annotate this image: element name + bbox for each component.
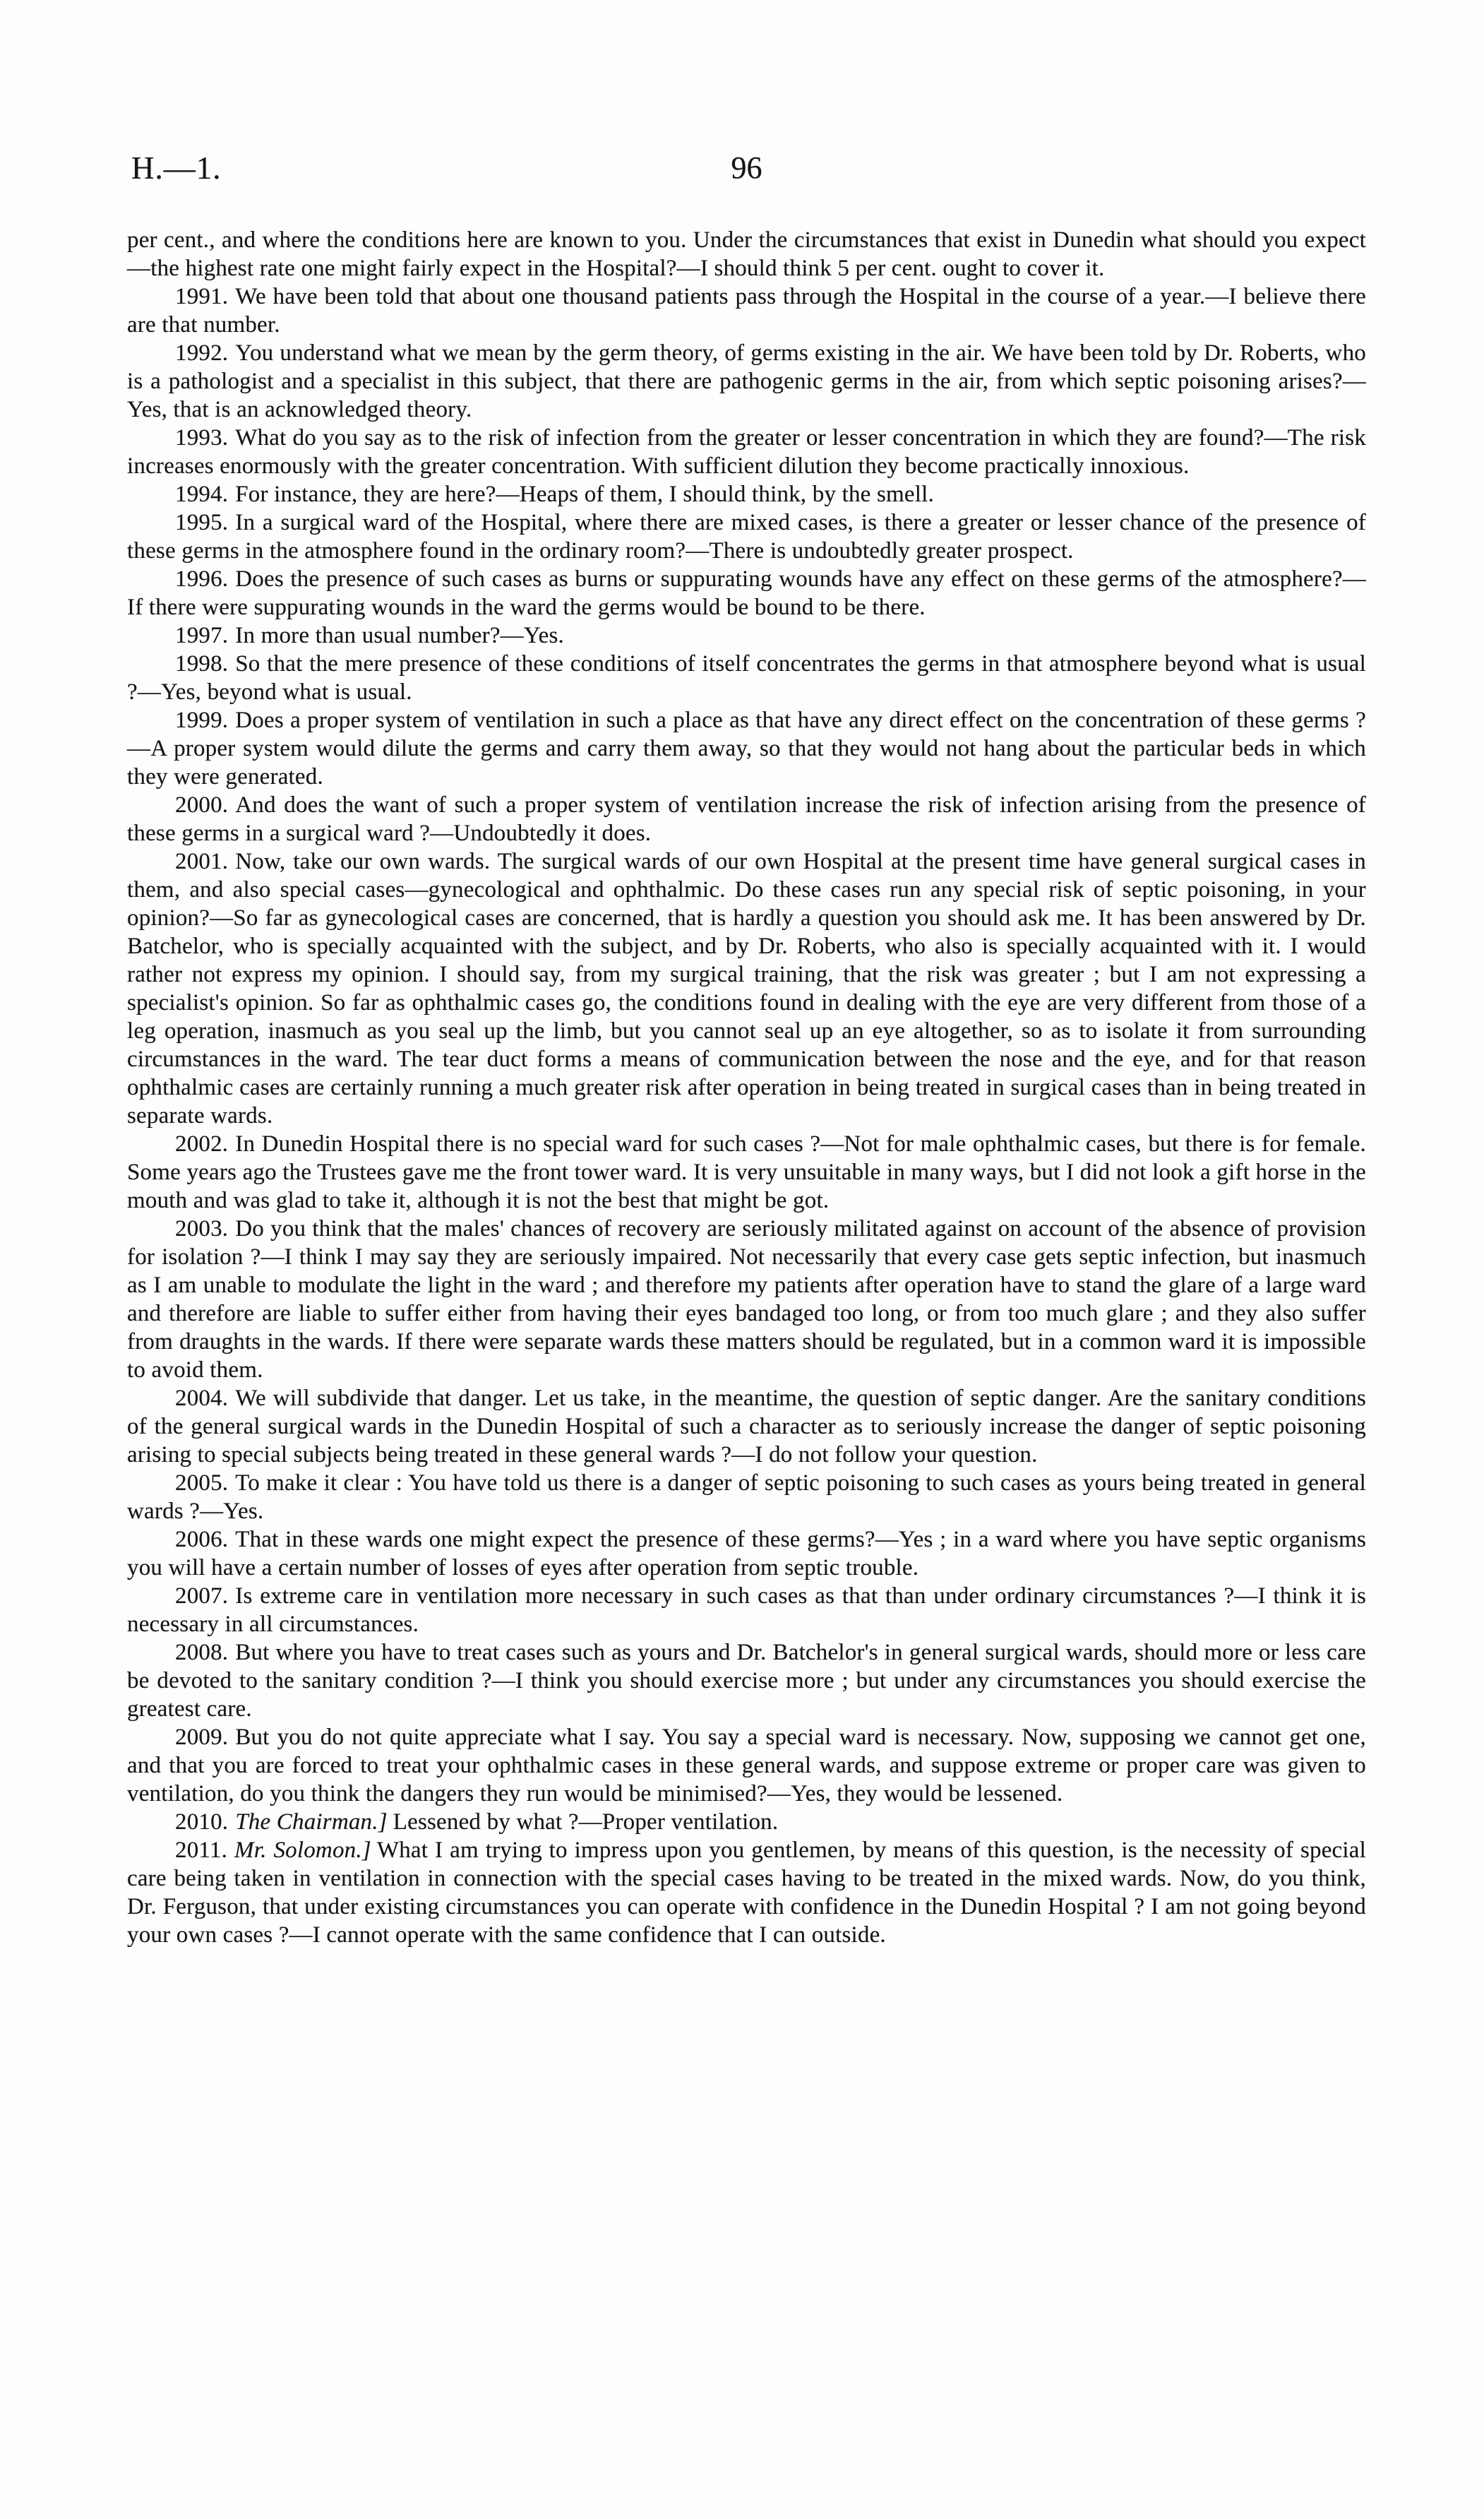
paragraph-text: You understand what we mean by the germ theory, of germs existing in the air. We have been told by Dr. Roberts, who is a pathologist and a specialist in this subject, that there are pathogenic germs in the air, from which septic poisoning arises?—Yes, that is an acknowledged theory. bbox=[127, 340, 1366, 422]
paragraph bbox=[127, 1130, 1366, 1215]
paragraph bbox=[127, 565, 1366, 621]
page-header bbox=[127, 150, 1366, 189]
paragraph bbox=[127, 1525, 1366, 1582]
paragraph-text: We will subdivide that danger. Let us take, in the meantime, the question of septic danger. Are the sanitary conditions of the general surgical wards in the Dunedin Hospital of such a character as to seriously increase the danger of septic poisoning arising to special subjects being treated in these general wards ?—I do not follow your question. bbox=[127, 1386, 1366, 1467]
question-number: 2002. bbox=[175, 1131, 229, 1157]
paragraph bbox=[127, 791, 1366, 847]
paragraph bbox=[127, 1469, 1366, 1525]
paragraph bbox=[127, 847, 1366, 1130]
question-number: 1999. bbox=[175, 708, 229, 733]
question-number: 2005. bbox=[175, 1470, 229, 1496]
question-number: 2009. bbox=[175, 1725, 229, 1750]
paragraph bbox=[127, 226, 1366, 282]
question-number: 1995. bbox=[175, 510, 229, 535]
question-number: 1997. bbox=[175, 623, 229, 648]
question-number: 2003. bbox=[175, 1216, 229, 1241]
question-number: 1996. bbox=[175, 566, 229, 592]
paragraph bbox=[127, 1638, 1366, 1723]
paragraph-text: For instance, they are here?—Heaps of them, I should think, by the smell. bbox=[235, 482, 934, 507]
paper-series-label: H.—1. bbox=[131, 150, 222, 186]
paragraph-text: In more than usual number?—Yes. bbox=[235, 623, 564, 648]
paragraph-text: We have been told that about one thousand patients pass through the Hospital in the course of a year.—I believe there are that number. bbox=[127, 284, 1366, 338]
paragraph-text: But you do not quite appreciate what I say. You say a special ward is necessary. Now, supposing we cannot get one, and that you are forced to treat your ophthalmic cases in these general wards, and suppose extreme or proper care was given to ventilation, do you think the dangers they run would be minimised?—Yes, they would be lessened. bbox=[127, 1725, 1366, 1806]
paragraph bbox=[127, 282, 1366, 339]
paragraph-text: To make it clear : You have told us there is a danger of septic poisoning to such cases as yours being treated in general wards ?—Yes. bbox=[127, 1470, 1366, 1524]
paragraph bbox=[127, 480, 1366, 508]
question-number: 2000. bbox=[175, 792, 229, 818]
paragraph-text: But where you have to treat cases such as yours and Dr. Batchelor's in general surgical wards, should more or less care be devoted to the sanitary condition ?—I think you should exercise more ; but under any circumstances you should exercise the greatest care. bbox=[127, 1640, 1366, 1722]
paragraph-text: per cent., and where the conditions here are known to you. Under the circumstances that exist in Dunedin what should you expect—the highest rate one might fairly expect in the Hospital?—I should think 5 per cent. ought to cover it. bbox=[127, 227, 1366, 281]
paragraph-text: Is extreme care in ventilation more necessary in such cases as that than under ordinary circumstances ?—I think it is necessary in all circumstances. bbox=[127, 1583, 1366, 1637]
paragraph bbox=[127, 1808, 1366, 1836]
speaker-name: The Chairman.] bbox=[235, 1809, 388, 1835]
paragraph bbox=[127, 339, 1366, 424]
paragraph-text: In Dunedin Hospital there is no special ward for such cases ?—Not for male ophthalmic cases, but there is for female. Some years ago the Trustees gave me the front tower ward. It is very unsuitable in many ways, but I did not look a gift horse in the mouth and was glad to take it, although it is not the best that might be got. bbox=[127, 1131, 1366, 1213]
paragraph bbox=[127, 1215, 1366, 1384]
paragraph bbox=[127, 1384, 1366, 1469]
question-number: 2001. bbox=[175, 849, 229, 874]
paragraph bbox=[127, 1836, 1366, 1949]
paragraph bbox=[127, 1582, 1366, 1638]
question-number: 2011. bbox=[175, 1838, 228, 1863]
paragraph-text: Does the presence of such cases as burns or suppurating wounds have any effect on these germs of the atmosphere?—If there were suppurating wounds in the ward the germs would be bound to be there. bbox=[127, 566, 1366, 620]
question-number: 2010. bbox=[175, 1809, 229, 1835]
paragraph-text: What do you say as to the risk of infection from the greater or lesser concentration in which they are found?—The risk increases enormously with the greater concentration. With sufficient dilution they become practically innoxious. bbox=[127, 425, 1366, 479]
question-number: 2008. bbox=[175, 1640, 229, 1665]
paragraph-text: Now, take our own wards. The surgical wards of our own Hospital at the present time have general surgical cases in them, and also special cases—gynecological and ophthalmic. Do these cases run any special risk of septic poisoning, in your opinion?—So far as gynecological cases are concerned, that is hardly a question you should ask me. It has been answered by Dr. Batchelor, who is specially acquainted with the subject, and by Dr. Roberts, who also is specially acquainted with it. I would rather not express my opinion. I should say, from my surgical training, that the risk was greater ; but I am not expressing a specialist's opinion. So far as ophthalmic cases go, the conditions found in dealing with the eye are very different from those of a leg operation, inasmuch as you seal up the limb, but you cannot seal up an eye altogether, so as to isolate it from surrounding circumstances in the ward. The tear duct forms a means of communication between the nose and the eye, and for that reason ophthalmic cases are certainly running a much greater risk after operation in being treated in surgical cases than in being treated in separate wards. bbox=[127, 849, 1366, 1129]
question-number: 2006. bbox=[175, 1527, 229, 1552]
paragraph-text: Does a proper system of ventilation in such a place as that have any direct effect on the concentration of these germs ?—A proper system would dilute the germs and carry them away, so that they would not hang about the particular beds in which they were generated. bbox=[127, 708, 1366, 790]
paragraph bbox=[127, 621, 1366, 650]
question-number: 1992. bbox=[175, 340, 229, 366]
paragraph-text: That in these wards one might expect the presence of these germs?—Yes ; in a ward where you have septic organisms you will have a certain number of losses of eyes after operation from septic trouble. bbox=[127, 1527, 1366, 1580]
paragraph-text: And does the want of such a proper system of ventilation increase the risk of infection arising from the presence of these germs in a surgical ward ?—Undoubtedly it does. bbox=[127, 792, 1366, 846]
paragraph bbox=[127, 650, 1366, 706]
paragraph-text: What I am trying to impress upon you gentlemen, by means of this question, is the necessity of special care being taken in ventilation in connection with the special cases having to be treated in the mixed wards. Now, do you think, Dr. Ferguson, that under existing circumstances you can operate with confidence in the Dunedin Hospital ? I am not going beyond your own cases ?—I cannot operate with the same confidence that I can outside. bbox=[127, 1838, 1366, 1948]
question-number: 1991. bbox=[175, 284, 229, 309]
page-number: 96 bbox=[731, 150, 762, 185]
paragraph bbox=[127, 1723, 1366, 1808]
question-number: 1998. bbox=[175, 651, 229, 677]
question-number: 2004. bbox=[175, 1386, 229, 1411]
question-number: 2007. bbox=[175, 1583, 229, 1609]
document-body bbox=[127, 226, 1366, 1949]
paragraph-text: Do you think that the males' chances of recovery are seriously militated against on account of the absence of provision for isolation ?—I think I may say they are seriously impaired. Not necessarily that every case gets septic infection, but inasmuch as I am unable to modulate the light in the ward ; and therefore my patients after operation have to stand the glare of a large ward and therefore are liable to suffer either from having their eyes bandaged too long, or from too much glare ; and they also suffer from draughts in the wards. If there were separate wards these matters should be regulated, but in a common ward it is impossible to avoid them. bbox=[127, 1216, 1366, 1383]
paragraph bbox=[127, 706, 1366, 791]
paragraph-text: So that the mere presence of these conditions of itself concentrates the germs in that atmosphere beyond what is usual ?—Yes, beyond what is usual. bbox=[127, 651, 1366, 705]
speaker-name: Mr. Solomon.] bbox=[234, 1838, 371, 1863]
paragraph-text: In a surgical ward of the Hospital, where there are mixed cases, is there a greater or lesser chance of the presence of these germs in the atmosphere found in the ordinary room?—There is undoubtedly greater prospect. bbox=[127, 510, 1366, 564]
paragraph-text: Lessened by what ?—Proper ventilation. bbox=[393, 1809, 779, 1835]
question-number: 1993. bbox=[175, 425, 229, 451]
paragraph bbox=[127, 508, 1366, 565]
question-number: 1994. bbox=[175, 482, 229, 507]
paragraph bbox=[127, 424, 1366, 480]
